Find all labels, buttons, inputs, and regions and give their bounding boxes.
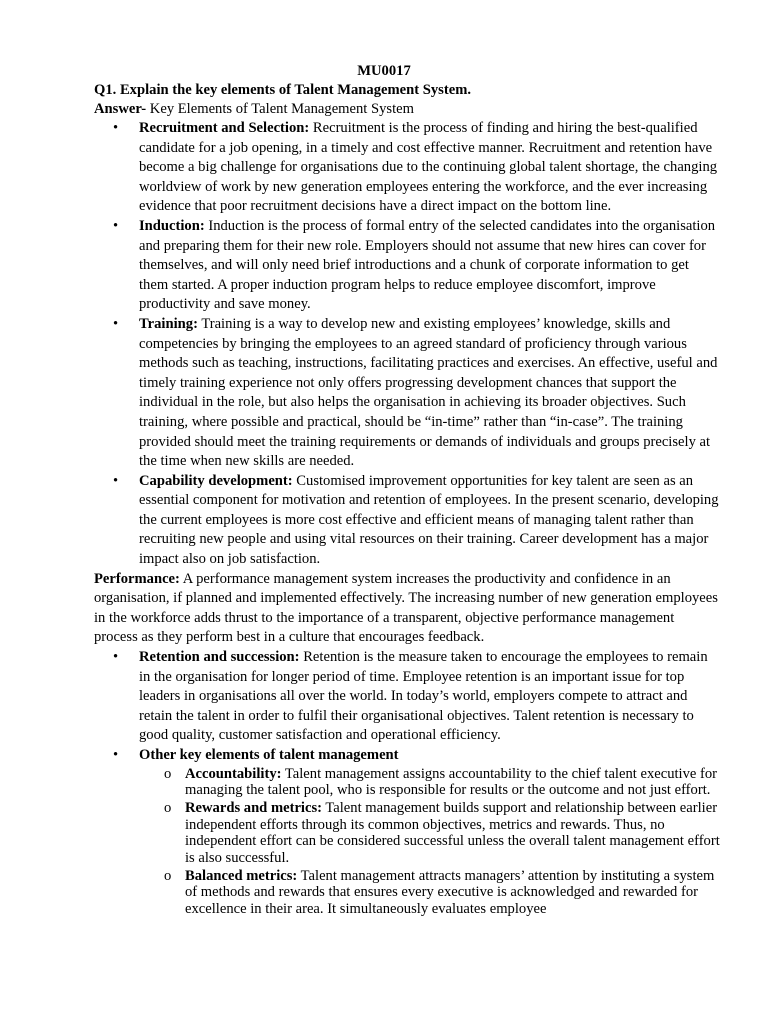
performance-paragraph [94,570,720,648]
item-text: Retention is the measure taken to encourage the employees to remain in the organisation for longer period of time. Employee retention is an important issue for top leaders in organisations all over the world. In today’s world, employers compete to attract and retain the talent in order to fulfil their organisational objectives. Talent retention is necessary to good quality, customer satisfaction and operational efficiency. [139,649,708,744]
sub-item-text: Talent management builds support and relationship between earlier independent efforts through its common objectives, metrics and rewards. Thus, no independent effort can be considered successful unless the overall talent management effort is also successful. [185,800,720,866]
item-title: Recruitment and Selection: [139,120,310,136]
item-title: Retention and succession: [139,649,300,666]
key-elements-list [94,119,720,570]
course-code: MU0017 [357,63,411,79]
sub-item-title: Rewards and metrics: [185,800,322,817]
list-item [139,472,720,570]
sub-item-title: Accountability: [185,765,282,782]
sub-item-text: Talent management attracts managers’ attention by instituting a system of methods and rewards that ensures every executive is acknowledged and rewarded for excellence in their area. It simultaneously evaluates employee [185,868,715,917]
performance-title: Performance: [94,570,180,587]
sub-item-title: Balanced metrics: [185,868,298,885]
list-item [139,315,720,472]
list-item [139,746,720,917]
item-text: Induction is the process of formal entry of the selected candidates into the organisation and preparing them for their new role. Employers should not assume that new hires can cover for themselves, and will only need brief introductions and a chunk of corporate information to get them started. A proper induction program helps to reduce employee discomfort, improve productivity and save money. [139,217,716,313]
item-text: Training is a way to develop new and existing employees’ knowledge, skills and competencies by bringing the employees to an agreed standard of proficiency through various methods such as teaching, instructions, facilitating practices and exercises. An effective, useful and timely training experience not only offers progressing development chances that support the individual in the role, but also helps the organisation in achieving its broader objectives. Such training, where possible and practical, should be “in-time” rather than “in-case”. The training provided should meet the training requirements or demands of individuals and groups precisely at the time when new skills are needed. [139,315,718,470]
list-item [139,217,720,315]
sub-list-item [185,766,720,799]
answer-label: Answer- [94,101,147,117]
performance-text: A performance management system increases the productivity and confidence in an organisation, if planned and implemented effectively. The increasing number of new generation employees in the workforce adds thrust to the importance of a transparent, objective performance management process as they perform best in a culture that encourages feedback. [94,570,718,646]
sub-list-item [185,800,720,866]
answer-line [94,100,720,119]
item-text: Recruitment is the process of finding and hiring the best-qualified candidate for a job opening, in a timely and cost effective manner. Recruitment and retention have become a big challenge for organisations due to the continuing global talent shortage, the changing worldview of work by new generation employees entering the workforce, and the ever increasing evidence that poor recruitment decisions have a direct impact on the bottom line. [139,120,718,215]
answer-text: Key Elements of Talent Management System [146,101,414,117]
item-title: Induction: [139,217,205,234]
list-item [139,648,720,746]
sub-item-text: Talent management assigns accountability to the chief talent executive for managing the talent pool, who is responsible for results or the outcome and not just effort. [185,765,718,798]
item-title: Capability development: [139,472,293,489]
sub-list-item [185,868,720,917]
question-heading: Q1. Explain the key elements of Talent Management System. [94,82,471,98]
key-elements-list-continued [94,648,720,917]
item-title: Other key elements of talent management [139,747,399,763]
item-text: Customised improvement opportunities for key talent are seen as an essential component for motivation and retention of employees. In the present scenario, developing the current employees is more cost effective and efficient means of managing talent rather than recruiting new people and using vital resources on their training. Career development has a major impact also on job satisfaction. [139,472,719,568]
sub-elements-list [139,766,720,918]
document-body [94,81,720,919]
list-item [139,119,720,217]
item-title: Training: [139,315,198,332]
